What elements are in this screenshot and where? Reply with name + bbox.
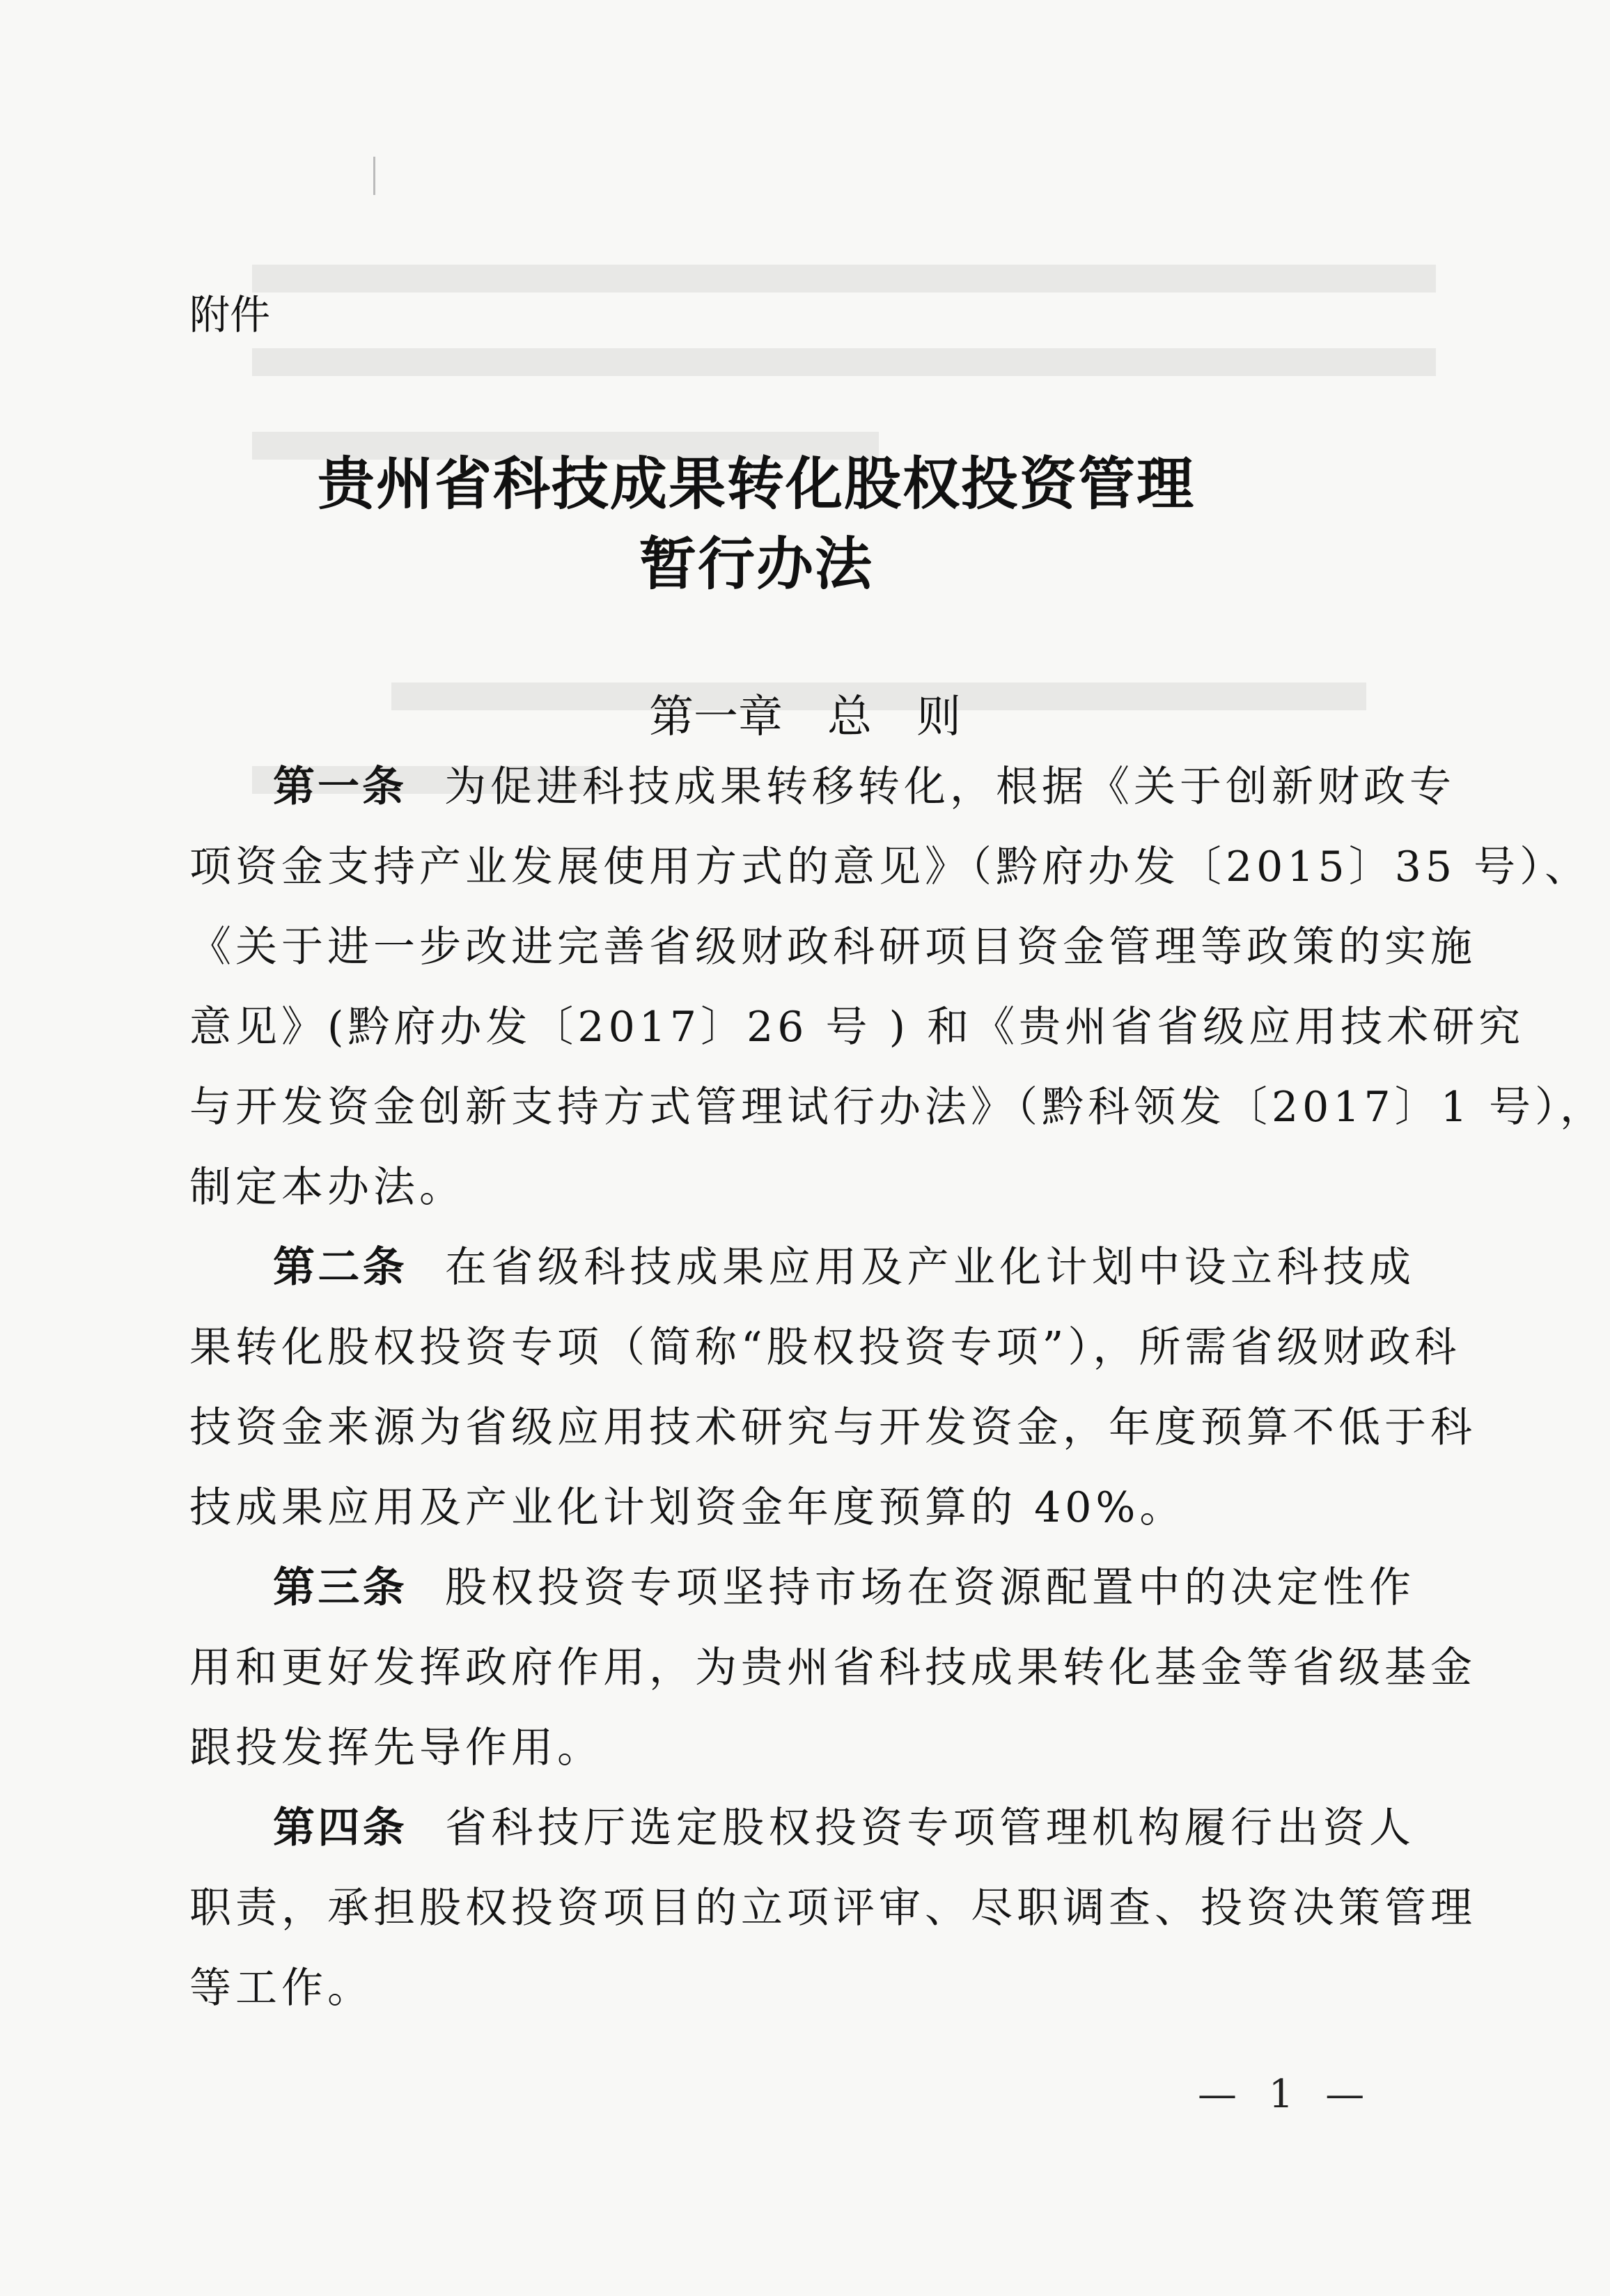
- article-1-line-1: 第一条 为促进科技成果转移转化，根据《关于创新财政专: [273, 763, 1455, 811]
- article-4-line-3: 等工作。: [189, 1964, 373, 2013]
- chapter-heading: 第一章 总 则: [649, 692, 961, 743]
- article-3-line-2: 用和更好发挥政府作用，为贵州省科技成果转化基金等省级基金: [189, 1643, 1476, 1692]
- article-2-line-3: 技资金来源为省级应用技术研究与开发资金，年度预算不低于科: [189, 1403, 1476, 1452]
- article-3-line-1: 第三条 股权投资专项坚持市场在资源配置中的决定性作: [273, 1563, 1416, 1612]
- article-1-line-5: 与开发资金创新支持方式管理试行办法》（黔科领发〔2017〕1 号），: [189, 1083, 1606, 1132]
- article-3-line-3: 跟投发挥先导作用。: [189, 1724, 603, 1772]
- page-number: — 1 —: [1198, 2072, 1365, 2117]
- article-2-line-2: 果转化股权投资专项（简称“股权投资专项”），所需省级财政科: [189, 1323, 1461, 1372]
- document-title-line-2: 暂行办法: [639, 531, 873, 598]
- article-4-heading: 第四条: [273, 1804, 408, 1852]
- article-1-line-4: 意见》(黔府办发〔2017〕26 号 ) 和《贵州省省级应用技术研究: [189, 1003, 1525, 1052]
- article-2-heading: 第二条: [273, 1243, 408, 1292]
- article-4-line-2: 职责，承担股权投资项目的立项评审、尽职调查、投资决策管理: [189, 1884, 1476, 1932]
- article-3-heading: 第三条: [273, 1563, 408, 1612]
- article-2-line-4: 技成果应用及产业化计划资金年度预算的 40%。: [189, 1483, 1186, 1532]
- document-title-line-1: 贵州省科技成果转化股权投资管理: [317, 451, 1195, 517]
- article-1-line-6: 制定本办法。: [189, 1163, 465, 1212]
- article-2-line-1: 第二条 在省级科技成果应用及产业化计划中设立科技成: [273, 1243, 1416, 1292]
- article-1-line-2: 项资金支持产业发展使用方式的意见》（黔府办发〔2015〕35 号）、: [189, 843, 1591, 891]
- article-4-line-1: 第四条 省科技厅选定股权投资专项管理机构履行出资人: [273, 1804, 1416, 1852]
- scan-artifact: [373, 157, 375, 195]
- attachment-label: 附件: [189, 291, 271, 338]
- article-1-line-3: 《关于进一步改进完善省级财政科研项目资金管理等政策的实施: [189, 923, 1476, 971]
- article-1-heading: 第一条: [273, 763, 407, 811]
